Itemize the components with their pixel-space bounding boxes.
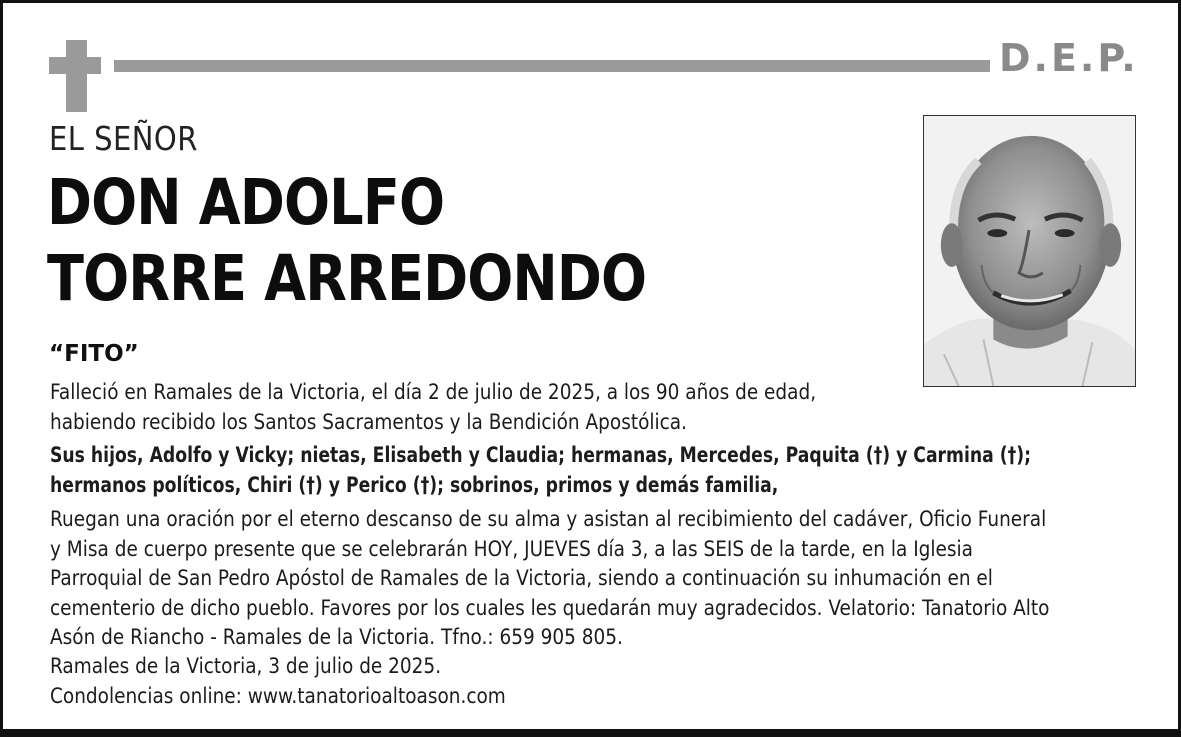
family-list: [50, 441, 1116, 500]
request-line-4: cementerio de dicho pueblo. Favores por los cuales les quedarán muy agradecidos. Velatorio: Tanatorio Alto: [50, 595, 1050, 620]
dep-badge: D.E.P.: [999, 36, 1139, 80]
place-date: Ramales de la Victoria, 3 de julio de 2025.: [50, 654, 442, 678]
nickname: “FITO”: [49, 341, 139, 367]
name-line-1: DON ADOLFO: [47, 166, 445, 239]
notice-footer: [50, 652, 842, 711]
deceased-name: [47, 166, 647, 323]
condolences-link: Condolencias online: www.tanatorioaltoason.com: [50, 683, 506, 708]
request-line-1: Ruegan una oración por el eterno descanso de su alma y asistan al recibimiento del cadáver, Oficio Funeral: [50, 507, 1047, 531]
header-rule: [114, 60, 990, 72]
request-line-2: y Misa de cuerpo presente que se celebrarán HOY, JUEVES día 3, a las SEIS de la tarde, en la Iglesia: [50, 536, 973, 561]
death-line-2: habiendo recibido los Santos Sacramentos y la Bendición Apostólica.: [50, 409, 688, 434]
funeral-request: [50, 505, 1150, 653]
title-prefix: EL SEÑOR: [49, 119, 198, 158]
death-announcement: [50, 378, 930, 437]
request-line-5: Asón de Riancho - Ramales de la Victoria. Tfno.: 659 905 805.: [50, 625, 623, 649]
family-line-2: hermanos políticos, Chiri (†) y Perico (†); sobrinos, primos y demás familia,: [50, 472, 779, 497]
family-line-1: Sus hijos, Adolfo y Vicky; nietas, Elisabeth y Claudia; hermanas, Mercedes, Paquita (†) y Carmina (†);: [50, 443, 1032, 467]
death-line-1: Falleció en Ramales de la Victoria, el día 2 de julio de 2025, a los 90 años de edad,: [50, 380, 817, 404]
name-line-2: TORRE ARREDONDO: [47, 242, 647, 315]
request-line-3: Parroquial de San Pedro Apóstol de Ramales de la Victoria, siendo a continuación su inhumación en el: [50, 566, 993, 590]
deceased-portrait: [923, 115, 1136, 387]
